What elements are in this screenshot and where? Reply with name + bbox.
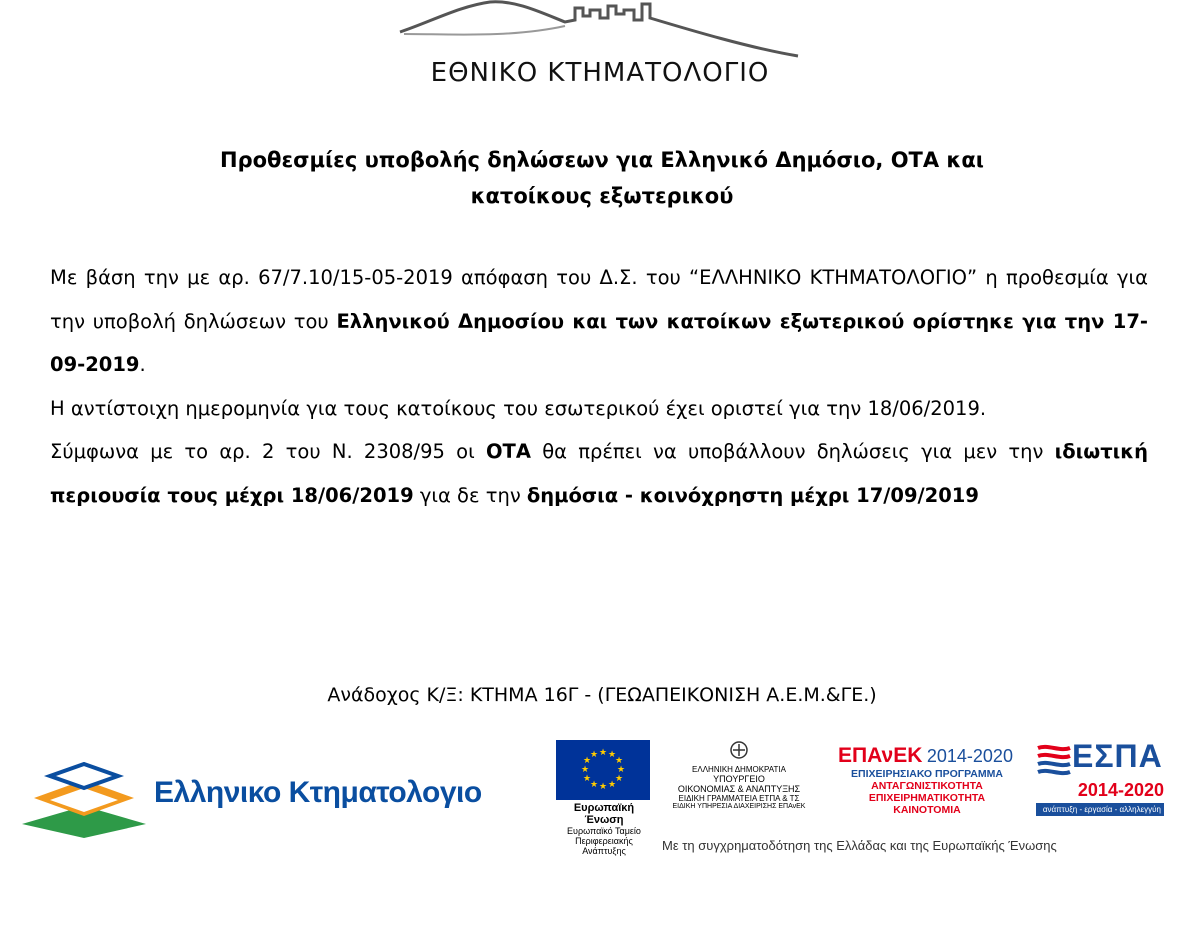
- bold-span: ΟΤΑ: [485, 440, 531, 463]
- ministry-line-3: ΟΙΚΟΝΟΜΙΑΣ & ΑΝΑΠΤΥΞΗΣ: [677, 784, 801, 794]
- text-span: Σύμφωνα με το αρ. 2 του Ν. 2308/95 οι: [50, 440, 486, 463]
- svg-text:★: ★: [614, 756, 624, 766]
- text-span: .: [139, 353, 146, 376]
- bold-span: ιδιωτική περιουσία τους μέχρι 18/06/2019: [50, 440, 1148, 507]
- espa-years: 2014-2020: [1077, 780, 1164, 800]
- espa-brand: ΕΣΠΑ: [1072, 738, 1163, 774]
- svg-text:★: ★: [582, 774, 592, 784]
- greek-emblem-icon: [729, 740, 749, 760]
- svg-text:★: ★: [607, 750, 617, 760]
- mountain-skyline-icon: [390, 0, 810, 60]
- paragraph-decision: [50, 256, 1148, 387]
- svg-text:★: ★: [616, 765, 626, 775]
- epanek-years: 2014-2020: [926, 746, 1013, 766]
- title-line-2: κατοίκους εξωτερικού: [470, 184, 734, 208]
- header-logo: [390, 0, 810, 95]
- text-span: για δε την: [413, 483, 527, 507]
- epanek-logo: [838, 744, 1016, 816]
- cofunding-statement: Με τη συγχρηματοδότηση της Ελλάδας και της Ευρωπαϊκής Ένωσης: [662, 838, 1057, 853]
- paragraph-ota: [50, 430, 1148, 517]
- text-span: Η αντίστοιχη ημερομηνία για τους κατοίκους του εσωτερικού έχει οριστεί για την 18/06/2019.: [50, 396, 987, 420]
- espa-tagline: ανάπτυξη - εργασία - αλληλεγγύη: [1036, 803, 1164, 816]
- hellenic-cadastre-logo: [22, 762, 502, 842]
- bold-span: δημόσια - κοινόχρηστη μέχρι 17/09/2019: [526, 483, 979, 507]
- ministry-line-2: ΥΠΟΥΡΓΕΙΟ: [713, 774, 765, 784]
- espa-stripes-icon: [1036, 742, 1072, 778]
- eu-fund-label-2: Περιφερειακής Ανάπτυξης: [575, 836, 633, 856]
- svg-text:★: ★: [607, 780, 617, 790]
- svg-text:★: ★: [580, 765, 590, 775]
- eu-flag-icon: [556, 740, 650, 800]
- svg-text:★: ★: [589, 750, 599, 760]
- svg-text:★: ★: [614, 774, 624, 784]
- title-line-1: Προθεσμίες υποβολής δηλώσεων για Ελληνικό Δημόσιο, ΟΤΑ και: [220, 148, 984, 172]
- document-body: [50, 256, 1148, 517]
- ministry-line-1: ΕΛΛΗΝΙΚΗ ΔΗΜΟΚΡΑΤΙΑ: [692, 765, 786, 774]
- cadastre-logo-text: Ελληνικο Κτηματολογιο: [154, 776, 482, 809]
- ministry-logo: [664, 740, 814, 810]
- paragraph-domestic-date: [50, 387, 1148, 431]
- svg-text:★: ★: [589, 780, 599, 790]
- contractor-line: Ανάδοχος Κ/Ξ: ΚΤΗΜΑ 16Γ - (ΓΕΩΑΠΕΙΚΟΝΙΣΗ Α.Ε.Μ.&ΓΕ.): [327, 684, 877, 706]
- eu-label: Ευρωπαϊκή Ένωση: [573, 802, 635, 826]
- document-title: [60, 142, 1144, 214]
- svg-text:★: ★: [598, 748, 608, 758]
- epanek-line-2: ΑΝΤΑΓΩΝΙΣΤΙΚΟΤΗΤΑ: [871, 780, 983, 792]
- ministry-line-5: ΕΙΔΙΚΗ ΥΠΗΡΕΣΙΑ ΔΙΑΧΕΙΡΙΣΗΣ ΕΠΑνΕΚ: [672, 803, 806, 810]
- epanek-line-4: ΚΑΙΝΟΤΟΜΙΑ: [893, 804, 961, 816]
- header-title: ΕΘΝΙΚΟ ΚΤΗΜΑΤΟΛΟΓΙΟ: [430, 58, 770, 88]
- cadastre-layers-icon: [22, 762, 147, 838]
- bold-span: Ελληνικού Δημοσίου και των κατοίκων εξωτερικού ορίστηκε για την 17-09-2019: [50, 309, 1148, 376]
- svg-text:★: ★: [598, 782, 608, 792]
- epanek-line-1: ΕΠΙΧΕΙΡΗΣΙΑΚΟ ΠΡΟΓΡΑΜΜΑ: [851, 768, 1003, 780]
- epanek-line-3: ΕΠΙΧΕΙΡΗΜΑΤΙΚΟΤΗΤΑ: [868, 792, 986, 804]
- text-span: θα πρέπει να υποβάλλουν δηλώσεις για μεν την: [530, 440, 1055, 463]
- espa-logo: [1036, 740, 1164, 816]
- eu-fund-label: Ευρωπαϊκό Ταμείο: [567, 826, 641, 836]
- eu-logo: [556, 740, 652, 856]
- svg-text:★: ★: [582, 756, 592, 766]
- text-span: Με βάση την με αρ. 67/7.10/15-05-2019 απόφαση του Δ.Σ. του “ΕΛΛΗΝΙΚΟ ΚΤΗΜΑΤΟΛΟΓΙΟ” η προθεσμία για την υποβολή δηλώσεων του: [50, 266, 1148, 333]
- ministry-line-4: ΕΙΔΙΚΗ ΓΡΑΜΜΑΤΕΙΑ ΕΤΠΑ & ΤΣ: [678, 794, 800, 803]
- epanek-brand: ΕΠΑνΕΚ: [838, 744, 923, 767]
